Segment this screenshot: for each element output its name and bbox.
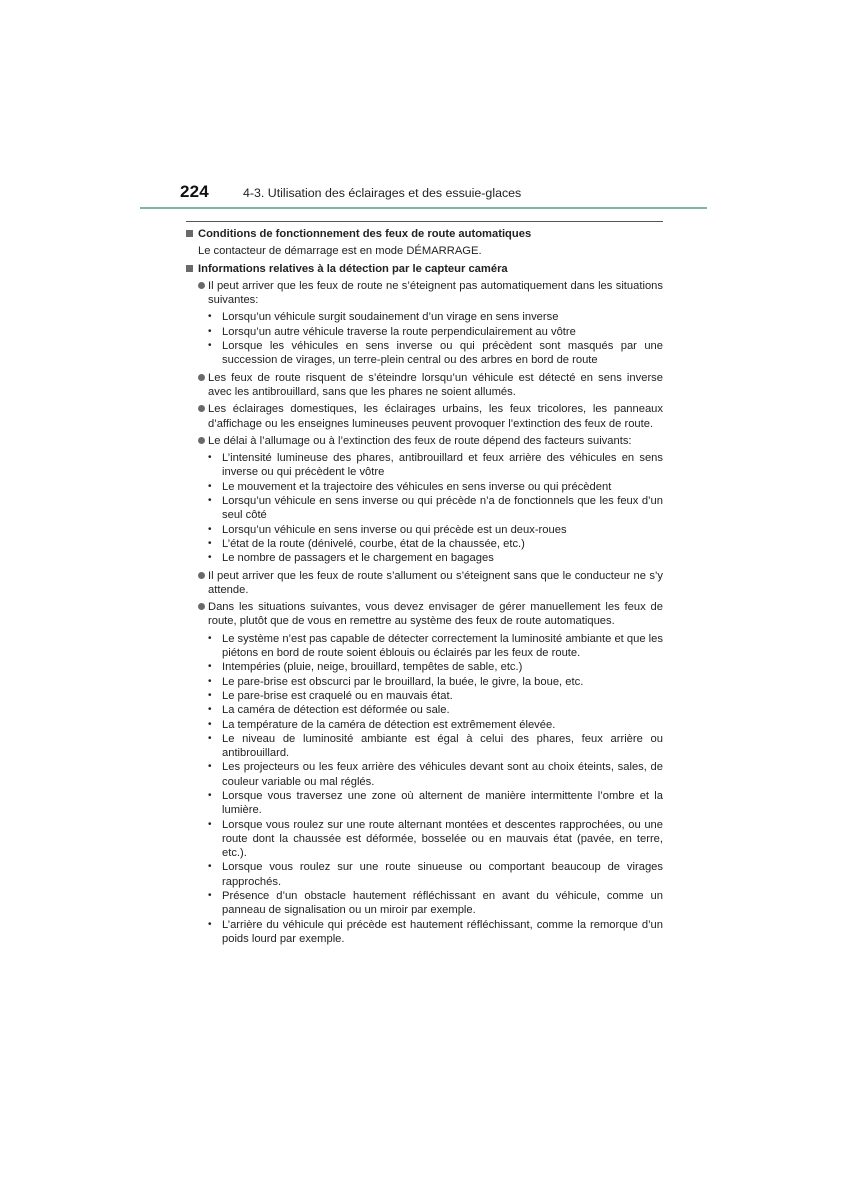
sub-item-text: Lorsqu’un véhicule en sens inverse ou qui précède est un deux-roues — [222, 523, 567, 536]
small-bullet-icon: • — [208, 890, 212, 902]
small-bullet-icon: • — [208, 675, 212, 687]
circle-bullet-icon — [198, 603, 205, 610]
bullet-text: Le délai à l’allumage ou à l’extinction des feux de route dépend des facteurs suivants: — [208, 434, 632, 447]
sub-list-item — [208, 818, 663, 861]
small-bullet-icon: • — [208, 789, 212, 801]
circle-bullet-icon — [198, 374, 205, 381]
small-bullet-icon: • — [208, 732, 212, 744]
small-bullet-icon: • — [208, 325, 212, 337]
bullet-item — [198, 279, 663, 308]
bullet-item — [198, 402, 663, 431]
sub-list-item — [208, 689, 663, 703]
sub-item-text: La température de la caméra de détection est extrêmement élevée. — [222, 718, 556, 731]
sub-list-item — [208, 494, 663, 523]
section-heading — [186, 227, 663, 241]
section-top-rule — [186, 221, 663, 222]
sub-list-item — [208, 632, 663, 661]
sub-list-item — [208, 660, 663, 674]
chapter-title: 4-3. Utilisation des éclairages et des essuie-glaces — [243, 186, 522, 200]
small-bullet-icon: • — [208, 661, 212, 673]
sub-item-text: Les projecteurs ou les feux arrière des véhicules devant sont au choix éteints, sales, de couleur variable ou mal réglés. — [222, 761, 663, 788]
bullet-item — [198, 434, 663, 448]
bullet-text: Les éclairages domestiques, les éclairages urbains, les feux tricolores, les panneaux d’affichage ou les enseignes lumineuses peuvent provoquer l’extinction des feux de route. — [208, 403, 663, 430]
small-bullet-icon: • — [208, 537, 212, 549]
sub-item-text: L’arrière du véhicule qui précède est hautement réfléchissant, comme la remorque d’un poids lourd par exemple. — [222, 918, 663, 945]
sub-item-text: Lorsqu’un véhicule en sens inverse ou qui précède n’a de fonctionnels que les feux d’un seul côté — [222, 495, 663, 522]
sub-item-text: Lorsque vous traversez une zone où alternent de manière intermittente l’ombre et la lumière. — [222, 789, 663, 817]
sub-list — [208, 310, 663, 367]
sub-list-item — [208, 537, 663, 551]
bullet-text: Les feux de route risquent de s’éteindre lorsqu’un véhicule est détecté en sens inverse avec les antibrouillard, sans que les phares ne soient allumés. — [208, 371, 663, 398]
sub-list-item — [208, 860, 663, 889]
page-content — [186, 221, 663, 947]
section-heading — [186, 262, 663, 276]
sub-list-item — [208, 718, 663, 732]
sub-item-text: Lorsqu’un véhicule surgit soudainement d’un virage en sens inverse — [222, 311, 559, 324]
bullet-item — [198, 371, 663, 400]
small-bullet-icon: • — [208, 718, 212, 730]
sub-list-item — [208, 918, 663, 947]
sub-list-item — [208, 789, 663, 818]
sub-list-item — [208, 310, 663, 324]
sub-list — [208, 632, 663, 947]
sub-item-text: Lorsque vous roulez sur une route alternant montées et descentes rapprochées, ou une route dont la chaussée est déformée, bosselée ou en mauvais état (pavée, en terre, etc.). — [222, 818, 663, 860]
sub-list-item — [208, 703, 663, 717]
sub-item-text: Lorsqu’un autre véhicule traverse la route perpendiculairement au vôtre — [222, 325, 576, 338]
sub-item-text: Intempéries (pluie, neige, brouillard, tempêtes de sable, etc.) — [222, 661, 523, 674]
sub-list-item — [208, 760, 663, 789]
sub-list-item — [208, 732, 663, 761]
sub-item-text: Le pare-brise est craquelé ou en mauvais état. — [222, 689, 453, 702]
small-bullet-icon: • — [208, 311, 212, 323]
small-bullet-icon: • — [208, 704, 212, 716]
sub-item-text: Le système n’est pas capable de détecter correctement la luminosité ambiante et que les piétons en bord de route soient éblouis ou éclairés par les feux de route. — [222, 632, 663, 660]
small-bullet-icon: • — [208, 818, 212, 830]
sub-item-text: Le nombre de passagers et le chargement en bagages — [222, 552, 494, 565]
circle-bullet-icon — [198, 282, 205, 289]
sub-list-item — [208, 339, 663, 368]
bullet-text: Il peut arriver que les feux de route s’allument ou s’éteignent sans que le conducteur ne s’y attende. — [208, 569, 663, 596]
sub-list-item — [208, 551, 663, 565]
sub-list-item — [208, 889, 663, 918]
section-heading-text: Conditions de fonctionnement des feux de route automatiques — [198, 228, 532, 240]
sub-list-item — [208, 675, 663, 689]
sub-list-item — [208, 480, 663, 494]
small-bullet-icon: • — [208, 632, 212, 644]
small-bullet-icon: • — [208, 495, 212, 507]
section-text: Le contacteur de démarrage est en mode DÉMARRAGE. — [198, 245, 482, 258]
bullet-text: Il peut arriver que les feux de route ne s’éteignent pas automatiquement dans les situations suivantes: — [208, 279, 663, 307]
sub-item-text: Le niveau de luminosité ambiante est égal à celui des phares, feux arrière ou antibrouillard. — [222, 732, 663, 760]
small-bullet-icon: • — [208, 480, 212, 492]
sub-item-text: Présence d’un obstacle hautement réfléchissant en avant du véhicule, comme un panneau de signalisation ou un miroir par exemple. — [222, 890, 663, 917]
sub-list-item — [208, 325, 663, 339]
square-bullet-icon — [186, 265, 193, 272]
bullet-text: Dans les situations suivantes, vous devez envisager de gérer manuellement les feux de route, plutôt que de vous en remettre au système des feux de route automatiques. — [208, 601, 663, 628]
small-bullet-icon: • — [208, 689, 212, 701]
sub-item-text: Le mouvement et la trajectoire des véhicules en sens inverse ou qui précèdent — [222, 480, 612, 493]
sub-item-text: Lorsque vous roulez sur une route sinueuse ou comportant beaucoup de virages rapprochés. — [222, 861, 663, 888]
sub-item-text: Le pare-brise est obscurci par le brouillard, la buée, le givre, la boue, etc. — [222, 675, 584, 688]
sub-item-text: L’état de la route (dénivelé, courbe, état de la chaussée, etc.) — [222, 537, 525, 550]
sub-list-item — [208, 523, 663, 537]
sub-list-item — [208, 451, 663, 480]
small-bullet-icon: • — [208, 552, 212, 564]
small-bullet-icon: • — [208, 523, 212, 535]
circle-bullet-icon — [198, 437, 205, 444]
circle-bullet-icon — [198, 405, 205, 412]
bullet-item — [198, 569, 663, 598]
square-bullet-icon — [186, 230, 193, 237]
small-bullet-icon: • — [208, 340, 212, 352]
page-number: 224 — [180, 182, 209, 201]
sub-item-text: L’intensité lumineuse des phares, antibrouillard et feux arrière des véhicules en sens inverse ou qui précèdent le vôtre — [222, 452, 663, 479]
small-bullet-icon: • — [208, 861, 212, 873]
small-bullet-icon: • — [208, 918, 212, 930]
circle-bullet-icon — [198, 572, 205, 579]
sub-item-text: La caméra de détection est déformée ou sale. — [222, 704, 450, 717]
sub-item-text: Lorsque les véhicules en sens inverse ou qui précèdent sont masqués par une succession de virages, un terre-plein central ou des arbres en bord de route — [222, 340, 663, 367]
small-bullet-icon: • — [208, 761, 212, 773]
bullet-item — [198, 600, 663, 629]
sub-list — [208, 451, 663, 565]
header-rule — [140, 207, 707, 209]
small-bullet-icon: • — [208, 452, 212, 464]
section-heading-text: Informations relatives à la détection par le capteur caméra — [198, 262, 508, 275]
